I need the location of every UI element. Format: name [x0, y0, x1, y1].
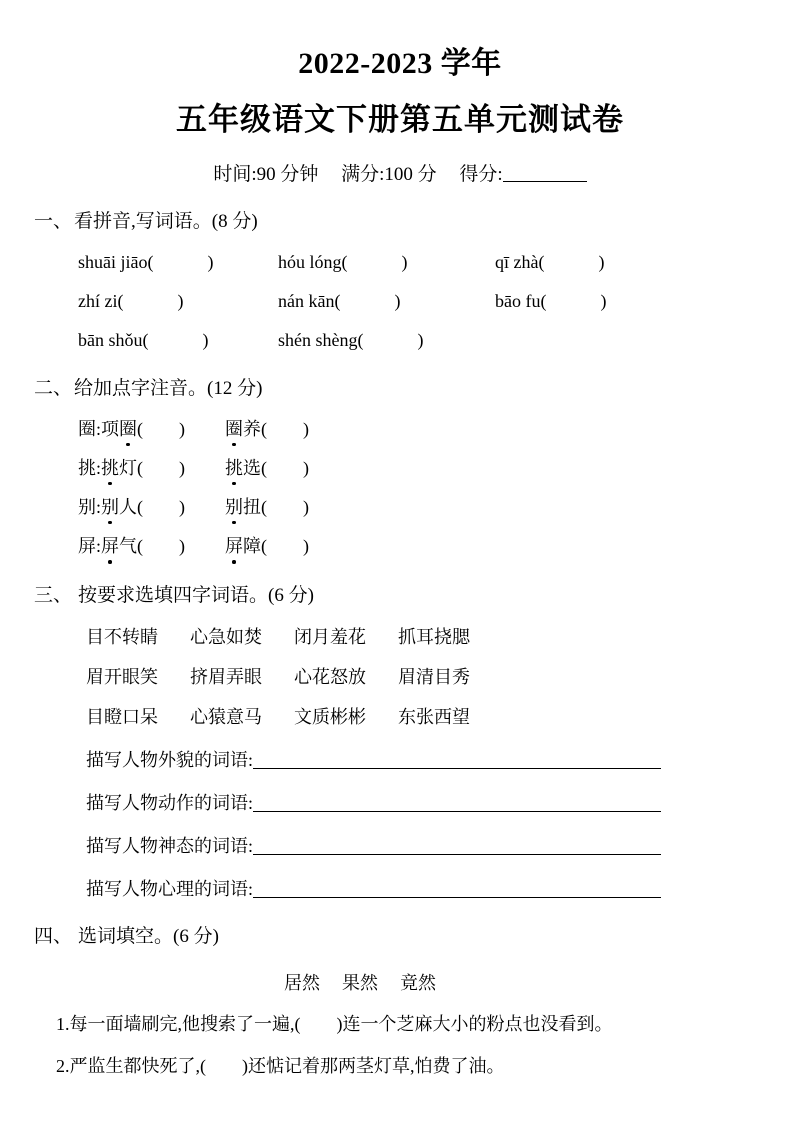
dotted-character: 圈 — [225, 417, 243, 442]
pinyin-text: qī zhà — [495, 251, 539, 272]
dotted-character: 挑 — [225, 456, 243, 481]
section-2-title: 给加点字注音。(12 分) — [74, 378, 263, 400]
answer-parentheses[interactable]: ( ) — [261, 418, 310, 439]
answer-parentheses[interactable]: ( ) — [341, 251, 408, 272]
exam-time: 时间:90 分钟 — [213, 164, 319, 186]
polyphone-key: 挑: — [78, 458, 102, 479]
sentence-item — [0, 1037, 800, 1079]
word-bank-item: 竟然 — [400, 972, 436, 993]
word-suffix: 人 — [119, 497, 138, 518]
idiom-item: 挤眉弄眼 — [190, 667, 262, 688]
sentence-text-after: )连一个芝麻大小的粉点也没看到。 — [336, 1013, 613, 1034]
answer-parentheses[interactable]: ( ) — [261, 497, 310, 518]
fill-in-label: 描写人物动作的词语: — [86, 793, 254, 814]
dotted-character: 别 — [225, 495, 243, 520]
sentence-number: 1. — [56, 1013, 70, 1034]
word-suffix: 障 — [243, 536, 262, 557]
polyphone-item — [101, 534, 225, 559]
answer-parentheses[interactable]: ( ) — [142, 330, 209, 351]
fill-in-row — [0, 858, 800, 901]
fill-in-row — [0, 815, 800, 858]
answer-parentheses[interactable]: ( ) — [137, 418, 186, 439]
word-suffix: 养 — [243, 418, 262, 439]
polyphone-item — [225, 417, 309, 442]
answer-parentheses[interactable]: ( ) — [261, 458, 310, 479]
section-3 — [0, 560, 800, 902]
section-4-title: 选词填空。(6 分) — [78, 926, 219, 948]
word-suffix: 灯 — [119, 458, 138, 479]
idiom-item: 心猿意马 — [190, 707, 262, 728]
section-1-heading — [0, 186, 800, 236]
answer-parentheses[interactable]: ( ) — [137, 497, 186, 518]
sentence-answer-gap[interactable] — [206, 1053, 242, 1079]
pinyin-item — [495, 250, 604, 275]
pinyin-item — [78, 289, 278, 314]
exam-score-label: 得分: — [459, 164, 503, 186]
pinyin-item — [278, 289, 495, 314]
pinyin-text: bān shǒu — [78, 330, 143, 351]
section-1 — [0, 186, 800, 353]
fill-in-blank[interactable] — [253, 793, 661, 812]
exam-score-group — [459, 164, 586, 185]
answer-parentheses[interactable]: ( ) — [147, 251, 214, 272]
polyphone-key: 屏: — [78, 536, 102, 557]
section-4-number: 四、 — [34, 926, 73, 948]
pinyin-row — [0, 236, 800, 275]
pinyin-text: shuāi jiāo — [78, 251, 148, 272]
pinyin-text: zhí zi — [78, 290, 118, 311]
answer-parentheses[interactable]: ( ) — [540, 290, 607, 311]
idiom-item: 目不转睛 — [86, 627, 158, 648]
answer-parentheses[interactable]: ( ) — [137, 536, 186, 557]
section-4 — [0, 901, 800, 1079]
idiom-item: 文质彬彬 — [294, 707, 366, 728]
fill-in-row — [0, 772, 800, 815]
answer-parentheses[interactable]: ( ) — [137, 458, 186, 479]
word-bank-item: 居然 — [284, 972, 320, 993]
polyphone-item — [101, 417, 225, 442]
pinyin-item — [278, 328, 424, 353]
idiom-item: 心急如焚 — [190, 627, 262, 648]
score-blank-field[interactable] — [503, 163, 587, 182]
polyphone-item — [225, 456, 309, 481]
polyphone-row — [0, 442, 800, 481]
section-2 — [0, 353, 800, 559]
answer-parentheses[interactable]: ( ) — [538, 251, 605, 272]
answer-parentheses[interactable]: ( ) — [357, 330, 424, 351]
pinyin-row — [0, 275, 800, 314]
pinyin-row — [0, 314, 800, 353]
dotted-character: 屏 — [225, 534, 243, 559]
polyphone-row — [0, 403, 800, 442]
dotted-character: 别 — [101, 495, 119, 520]
exam-total-score: 满分:100 分 — [341, 164, 437, 186]
word-bank — [0, 951, 800, 995]
idiom-item: 眉清目秀 — [398, 667, 470, 688]
idiom-item: 抓耳挠腮 — [398, 627, 470, 648]
polyphone-item — [225, 495, 309, 520]
word-suffix: 选 — [243, 458, 262, 479]
word-suffix: 气 — [119, 536, 138, 557]
pinyin-text: shén shèng — [278, 330, 358, 351]
pinyin-item — [78, 250, 278, 275]
dotted-character: 挑 — [101, 456, 119, 481]
page-title: 五年级语文下册第五单元测试卷 — [176, 101, 624, 137]
word-prefix: 项 — [101, 418, 120, 439]
fill-in-blank[interactable] — [253, 750, 661, 769]
idiom-row — [0, 649, 800, 689]
section-2-number: 二、 — [34, 378, 73, 400]
fill-in-label: 描写人物外貌的词语: — [86, 750, 254, 771]
sentence-item — [0, 995, 800, 1037]
pinyin-text: bāo fu — [495, 290, 541, 311]
polyphone-item — [101, 495, 225, 520]
dotted-character: 屏 — [101, 534, 119, 559]
section-3-number: 三、 — [34, 584, 73, 606]
sentence-number: 2. — [56, 1055, 70, 1076]
pinyin-item — [78, 328, 278, 353]
section-4-heading — [0, 901, 800, 951]
section-1-number: 一、 — [34, 211, 73, 233]
sentence-answer-gap[interactable] — [301, 1011, 337, 1037]
fill-in-blank[interactable] — [253, 879, 661, 898]
word-bank-item: 果然 — [342, 972, 378, 993]
page-title-year: 2022-2023 学年 — [298, 47, 502, 80]
polyphone-key: 别: — [78, 497, 102, 518]
fill-in-label: 描写人物神态的词语: — [86, 836, 254, 857]
pinyin-text: hóu lóng — [278, 251, 342, 272]
section-2-heading — [0, 353, 800, 403]
section-1-title: 看拼音,写词语。(8 分) — [74, 211, 258, 233]
polyphone-row — [0, 481, 800, 520]
idiom-item: 目瞪口呆 — [86, 707, 158, 728]
word-suffix: 扭 — [243, 497, 262, 518]
polyphone-key: 圈: — [78, 418, 102, 439]
sentence-text-before: 每一面墙刷完,他搜索了一遍,( — [69, 1013, 301, 1034]
answer-parentheses[interactable]: ( ) — [334, 290, 401, 311]
idiom-item: 闭月羞花 — [294, 627, 366, 648]
answer-parentheses[interactable]: ( ) — [261, 536, 310, 557]
pinyin-text: nán kān — [278, 290, 335, 311]
polyphone-item — [101, 456, 225, 481]
sentence-text-before: 严监生都快死了,( — [69, 1055, 206, 1076]
exam-meta-line — [0, 139, 800, 186]
idiom-item: 心花怒放 — [294, 667, 366, 688]
pinyin-item — [495, 289, 606, 314]
section-3-heading — [0, 560, 800, 610]
fill-in-row — [0, 729, 800, 772]
fill-in-label: 描写人物心理的词语: — [86, 879, 254, 900]
idiom-row — [0, 609, 800, 649]
answer-parentheses[interactable]: ( ) — [117, 290, 184, 311]
sentence-text-after: )还惦记着那两茎灯草,怕费了油。 — [242, 1055, 505, 1076]
fill-in-blank[interactable] — [253, 836, 661, 855]
polyphone-row — [0, 520, 800, 559]
idiom-item: 眉开眼笑 — [86, 667, 158, 688]
pinyin-item — [278, 250, 495, 275]
section-3-title: 按要求选填四字词语。(6 分) — [78, 584, 314, 606]
dotted-character: 圈 — [119, 417, 137, 442]
idiom-item: 东张西望 — [398, 707, 470, 728]
idiom-row — [0, 689, 800, 729]
polyphone-item — [225, 534, 309, 559]
